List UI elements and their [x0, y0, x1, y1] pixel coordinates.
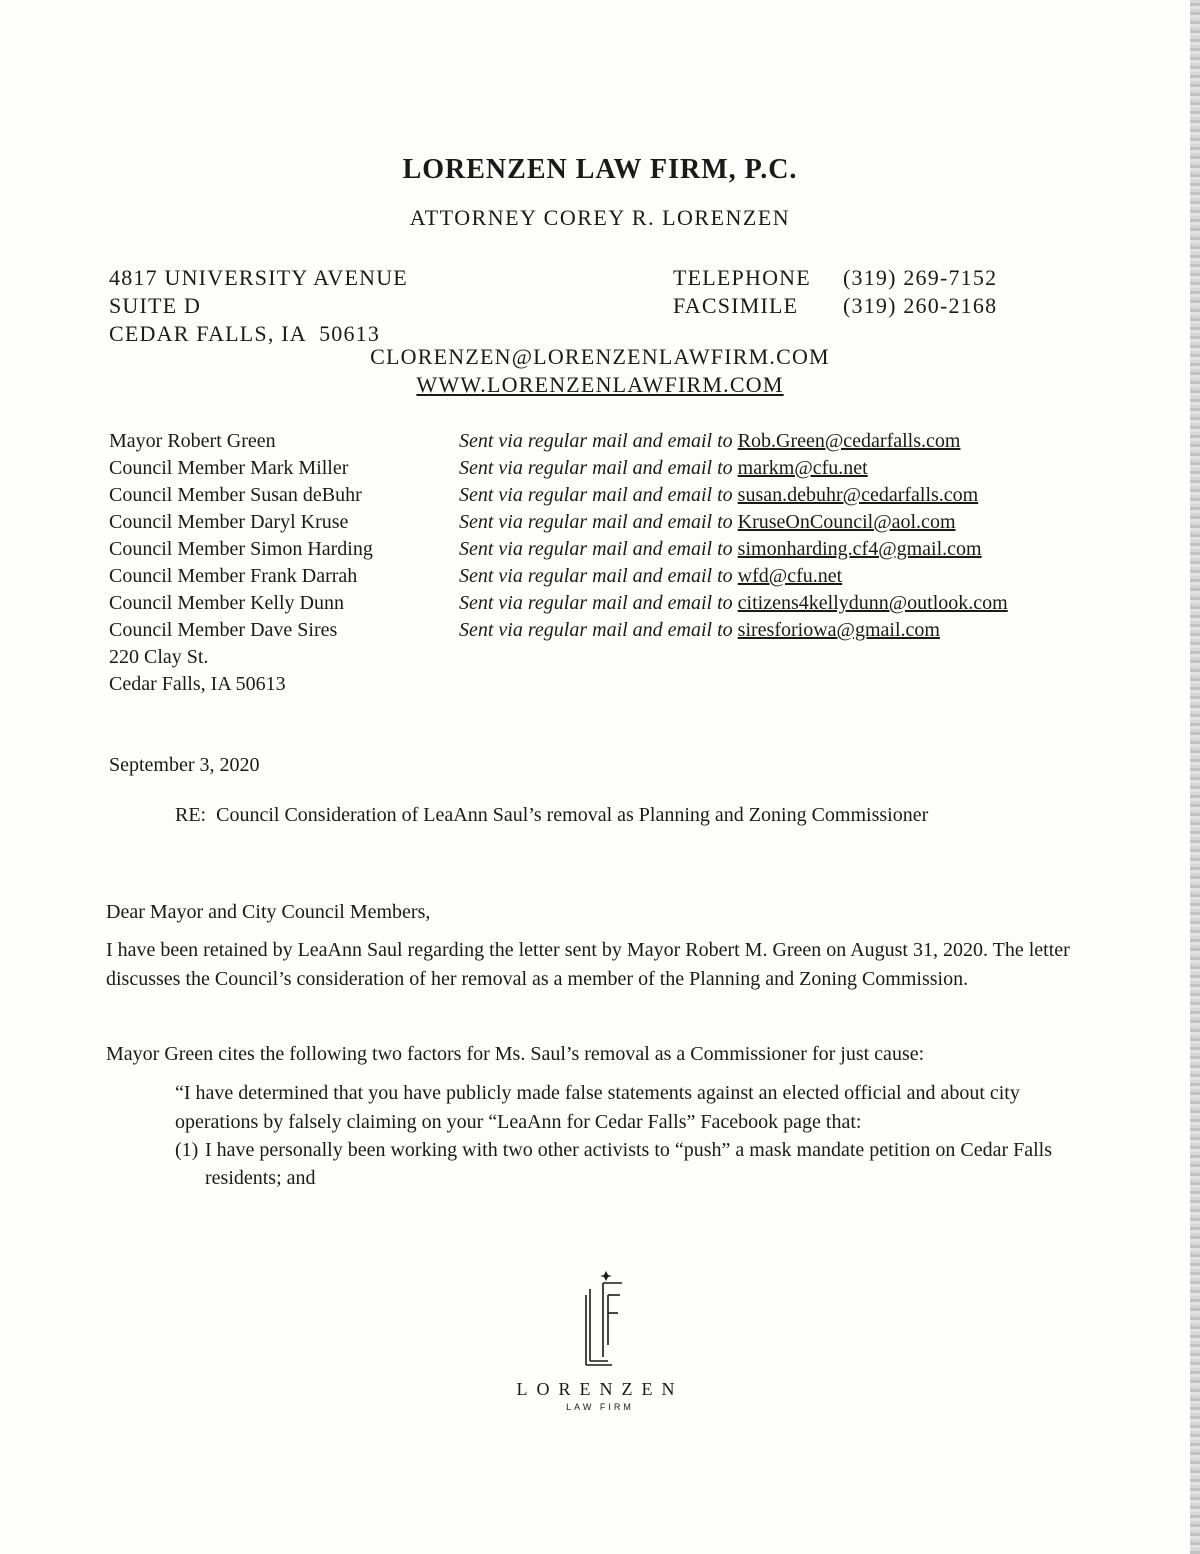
delivery-method: Sent via regular mail and email to	[459, 619, 733, 641]
firm-name: LORENZEN LAW FIRM, P.C.	[402, 154, 798, 185]
recipient-row	[109, 428, 1008, 455]
delivery-method: Sent via regular mail and email to	[459, 484, 733, 506]
recipient-name: Council Member Daryl Kruse	[109, 511, 349, 533]
quoted-passage: “I have determined that you have publicly made false statements against an elected official and about city operations by falsely claiming on your “LeaAnn for Cedar Falls” Facebook page that:	[175, 1082, 1020, 1133]
recipient-street: 220 Clay St.	[109, 646, 209, 668]
recipient-row	[109, 617, 1008, 644]
recipient-email-link[interactable]: KruseOnCouncil@aol.com	[737, 511, 956, 533]
firm-email: CLORENZEN@LORENZENLAWFIRM.COM	[370, 344, 830, 369]
numbered-item	[175, 1136, 1095, 1192]
facsimile-label: FACSIMILE	[673, 293, 799, 318]
delivery-method: Sent via regular mail and email to	[459, 457, 733, 479]
recipient-email-link[interactable]: siresforiowa@gmail.com	[737, 619, 940, 641]
logo-wordmark: LORENZEN	[516, 1379, 684, 1399]
recipient-email-link[interactable]: wfd@cfu.net	[737, 565, 843, 587]
address-line: SUITE D	[109, 293, 202, 318]
telephone-row	[673, 264, 997, 292]
salutation: Dear Mayor and City Council Members,	[106, 901, 431, 923]
recipient-row	[109, 455, 1008, 482]
recipient-email-link[interactable]: Rob.Green@cedarfalls.com	[737, 430, 961, 452]
attorney-name: ATTORNEY COREY R. LORENZEN	[409, 205, 791, 230]
recipient-name: Council Member Dave Sires	[109, 619, 338, 641]
facsimile-number: (319) 260-2168	[843, 293, 998, 318]
recipient-name: Council Member Kelly Dunn	[109, 592, 344, 614]
recipient-name: Council Member Mark Miller	[109, 457, 349, 479]
logo-subtitle: LAW FIRM	[566, 1402, 634, 1412]
recipient-email-link[interactable]: simonharding.cf4@gmail.com	[737, 538, 982, 560]
re-line: RE: Council Consideration of LeaAnn Saul’s removal as Planning and Zoning Commissioner	[175, 804, 929, 826]
telephone-number: (319) 269-7152	[843, 265, 998, 290]
scan-edge	[1190, 0, 1200, 1554]
delivery-method: Sent via regular mail and email to	[459, 565, 733, 587]
recipient-name: Council Member Frank Darrah	[109, 565, 358, 587]
firm-phone-block	[673, 264, 997, 320]
telephone-label: TELEPHONE	[673, 265, 811, 290]
item-number: (1)	[175, 1139, 199, 1161]
recipient-row	[109, 509, 1008, 536]
recipient-email-link[interactable]: citizens4kellydunn@outlook.com	[737, 592, 1008, 614]
recipient-list	[109, 428, 1008, 698]
letter-date: September 3, 2020	[109, 754, 260, 776]
recipient-row	[109, 590, 1008, 617]
monogram-icon	[570, 1265, 630, 1375]
recipient-email-link[interactable]: susan.debuhr@cedarfalls.com	[737, 484, 979, 506]
delivery-method: Sent via regular mail and email to	[459, 592, 733, 614]
firm-website-link[interactable]: WWW.LORENZENLAWFIRM.COM	[416, 372, 784, 397]
item-text: I have personally been working with two other activists to “push” a mask mandate petition on Cedar Falls residents; and	[205, 1139, 1053, 1189]
delivery-method: Sent via regular mail and email to	[459, 430, 733, 452]
firm-address	[109, 264, 408, 348]
recipient-city: Cedar Falls, IA 50613	[109, 673, 286, 695]
recipient-name: Mayor Robert Green	[109, 430, 276, 452]
delivery-method: Sent via regular mail and email to	[459, 511, 733, 533]
delivery-method: Sent via regular mail and email to	[459, 538, 733, 560]
address-line: 4817 UNIVERSITY AVENUE	[109, 265, 408, 290]
recipient-email-link[interactable]: markm@cfu.net	[737, 457, 868, 479]
address-line: CEDAR FALLS, IA 50613	[109, 321, 381, 346]
firm-logo	[480, 1265, 720, 1412]
facsimile-row	[673, 292, 997, 320]
recipient-row	[109, 482, 1008, 509]
recipient-row	[109, 536, 1008, 563]
recipient-name: Council Member Susan deBuhr	[109, 484, 362, 506]
recipient-name: Council Member Simon Harding	[109, 538, 373, 560]
body-paragraph: I have been retained by LeaAnn Saul regarding the letter sent by Mayor Robert M. Green on August 31, 2020. The letter discusses the Council’s consideration of her removal as a member of the Planning and Zoning Commission.	[106, 939, 1070, 990]
recipient-row	[109, 563, 1008, 590]
body-paragraph: Mayor Green cites the following two factors for Ms. Saul’s removal as a Commissioner for just cause:	[106, 1043, 925, 1065]
